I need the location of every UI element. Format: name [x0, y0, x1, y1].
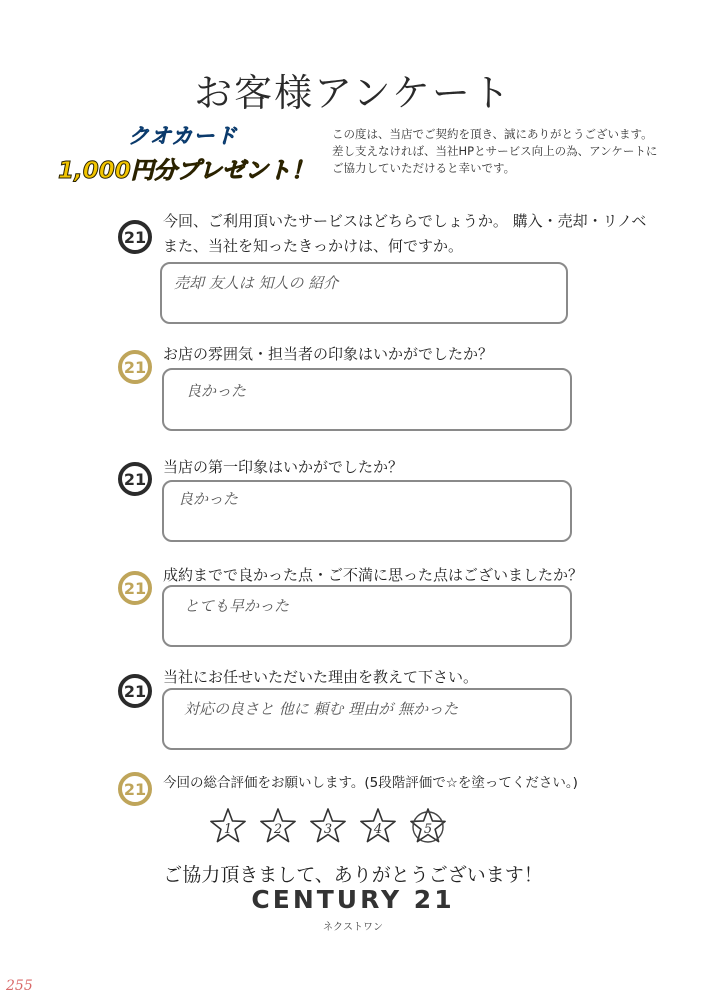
- question-6: 今回の総合評価をお願いします。(5段階評価で☆を塗ってください。): [163, 775, 578, 791]
- century21-logo-icon: 21: [118, 350, 152, 384]
- century21-logo-icon: 21: [118, 462, 152, 496]
- rating-star-label: 3: [323, 822, 333, 837]
- question-5: 当社にお任せいただいた理由を教えて下さい。: [163, 668, 479, 686]
- century21-logo-icon: 21: [118, 772, 152, 806]
- rating-star-1[interactable]: [211, 809, 245, 842]
- handwritten-answer-4: とても早かった: [184, 597, 290, 615]
- intro-line: この度は、当店でご契約を頂き、誠にありがとうございます。: [332, 127, 653, 141]
- intro-text: [332, 126, 672, 177]
- rating-star-label: 1: [223, 822, 233, 837]
- rating-star-label: 4: [373, 822, 383, 837]
- handwritten-answer-2: 良かった: [186, 382, 247, 400]
- promo-quo-card: クオカード: [128, 124, 238, 148]
- century21-logo-icon: 21: [118, 571, 152, 605]
- question-2: お店の雰囲気・担当者の印象はいかがでしたか？: [163, 345, 494, 363]
- century21-logo-icon: 21: [118, 674, 152, 708]
- rating-star-5[interactable]: [411, 809, 445, 842]
- answer-box-4[interactable]: [162, 585, 572, 647]
- question-4: 成約までで良かった点・ご不満に思った点はございましたか？: [163, 566, 584, 584]
- thanks-message: ご協力頂きまして、ありがとうございます！: [163, 864, 543, 886]
- rating-star-2[interactable]: [261, 809, 295, 842]
- handwritten-answer-3: 良かった: [178, 490, 239, 508]
- brand-logo: CENTURY 21: [251, 885, 455, 914]
- rating-star-4[interactable]: [361, 809, 395, 842]
- rating-star-label: 5: [423, 822, 433, 837]
- handwritten-answer-1: 売却 友人は 知人の 紹介: [174, 274, 339, 292]
- century21-logo-icon: 21: [118, 220, 152, 254]
- question-1-line-1: 今回、ご利用頂いたサービスはどちらでしょうか。 購入・売却・リノベ: [163, 212, 647, 230]
- intro-line: ご協力していただけると幸いです。: [332, 161, 516, 175]
- promo-present: 1,000円分プレゼント！: [58, 158, 314, 184]
- page-number: 255: [6, 978, 33, 994]
- intro-line: 差し支えなければ、当社HPとサービス向上の為、アンケートに: [332, 144, 658, 158]
- answer-box-5[interactable]: [162, 688, 572, 750]
- rating-stars: [208, 806, 448, 846]
- page-title: お客様アンケート: [194, 71, 512, 115]
- question-3: 当店の第一印象はいかがでしたか？: [163, 458, 404, 476]
- answer-box-3[interactable]: [162, 480, 572, 542]
- answer-box-2[interactable]: [162, 368, 572, 431]
- handwritten-answer-5: 対応の良さと 他に 頼む 理由が 無かった: [184, 700, 459, 718]
- rating-star-label: 2: [273, 822, 283, 837]
- brand-subtitle: ネクストワン: [323, 922, 383, 933]
- rating-star-3[interactable]: [311, 809, 345, 842]
- rating-stars-svg: [208, 806, 448, 846]
- question-1-line-2: また、当社を知ったきっかけは、何ですか。: [163, 237, 464, 255]
- answer-box-1[interactable]: [160, 262, 568, 324]
